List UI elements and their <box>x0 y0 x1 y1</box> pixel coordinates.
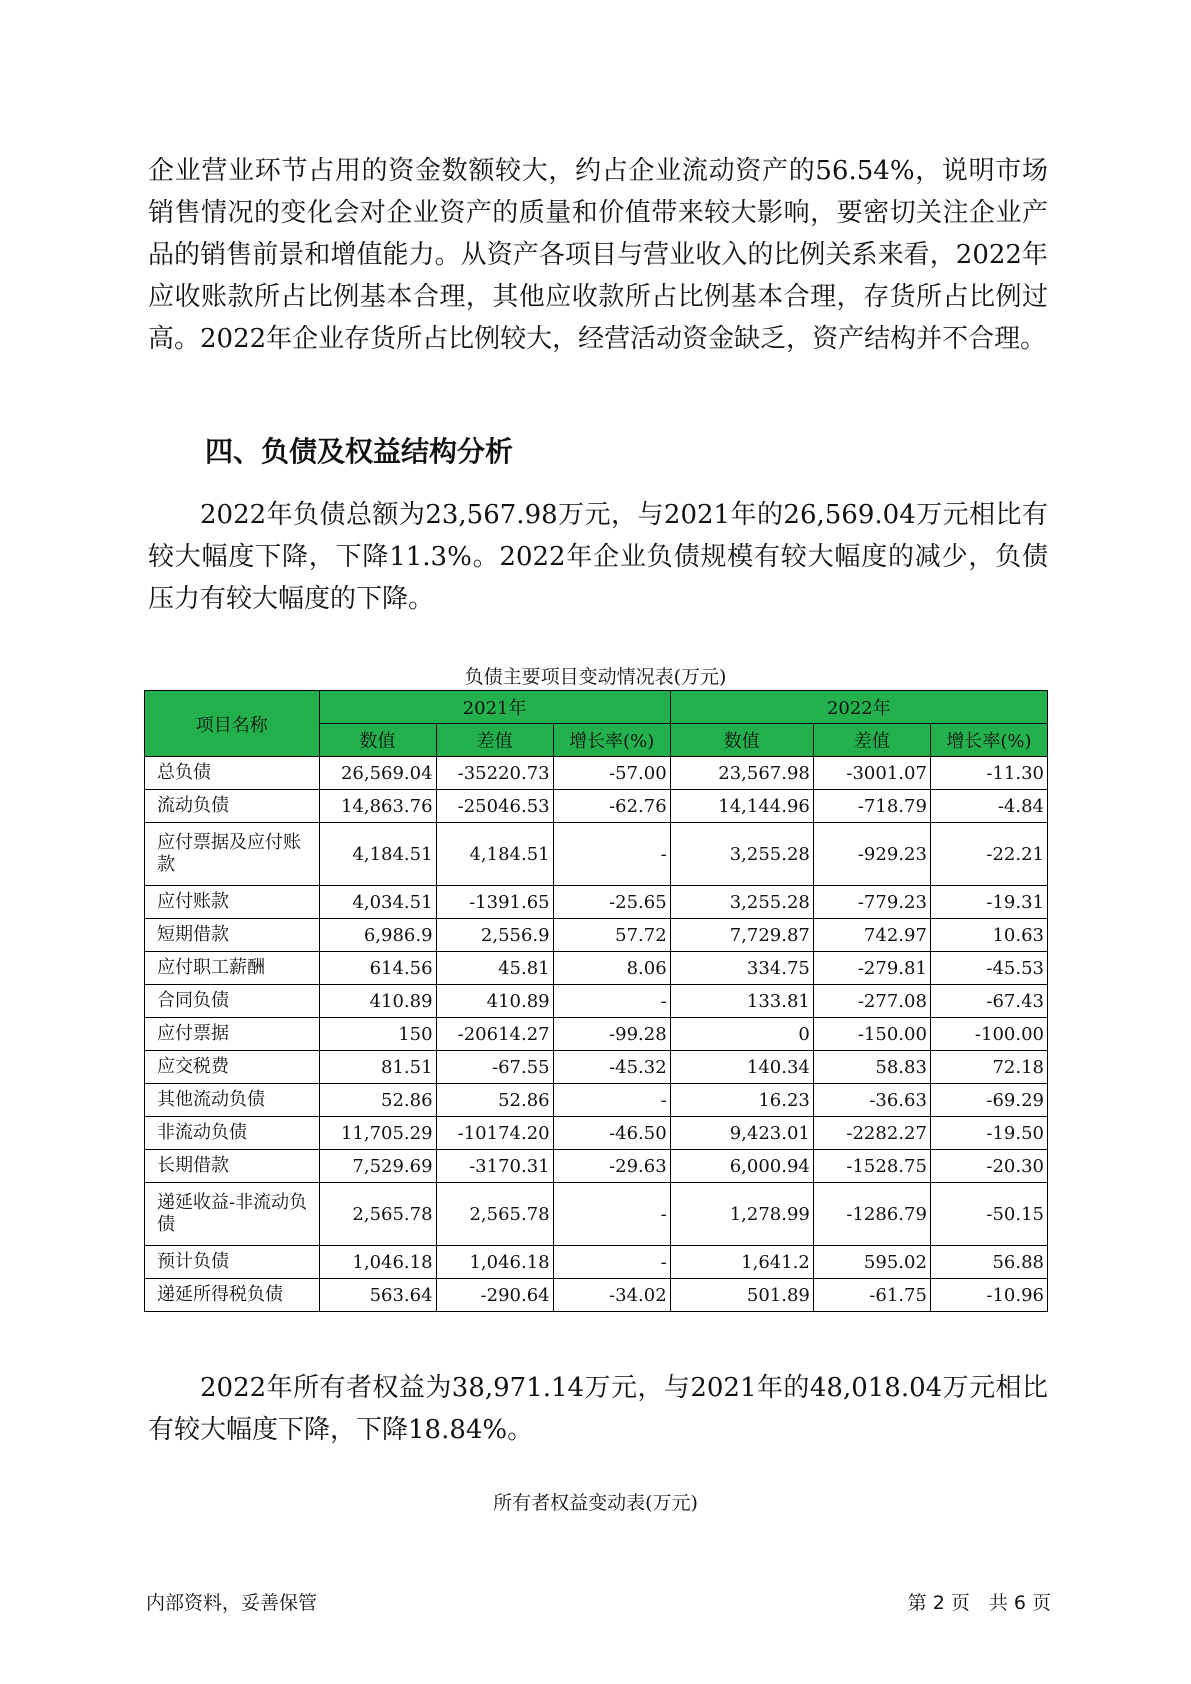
table-cell: -10.96 <box>930 1279 1047 1312</box>
table-cell: 57.72 <box>553 919 670 952</box>
table-cell: 614.56 <box>319 952 436 985</box>
table-cell: -19.31 <box>930 886 1047 919</box>
table-cell: 81.51 <box>319 1051 436 1084</box>
table-cell: -61.75 <box>813 1279 930 1312</box>
table-row <box>145 985 1048 1018</box>
row-label: 应付票据 <box>145 1018 320 1051</box>
table-body <box>145 757 1048 1312</box>
table-cell: 11,705.29 <box>319 1117 436 1150</box>
row-label: 短期借款 <box>145 919 320 952</box>
row-label: 预计负债 <box>145 1246 320 1279</box>
table-cell: -20614.27 <box>436 1018 553 1051</box>
paragraph-liability-summary: 2022年负债总额为23,567.98万元，与2021年的26,569.04万元相比有较大幅度下降，下降11.3%。2022年企业负债规模有较大幅度的减少，负债压力有较大幅度的下降。 <box>148 500 1048 614</box>
liabilities-table <box>144 690 1048 1312</box>
table-row <box>145 1051 1048 1084</box>
table-row <box>145 1183 1048 1246</box>
table-cell: -45.32 <box>553 1051 670 1084</box>
table-cell: -1391.65 <box>436 886 553 919</box>
table-cell: -69.29 <box>930 1084 1047 1117</box>
table-cell: 133.81 <box>670 985 813 1018</box>
table-cell: -3170.31 <box>436 1150 553 1183</box>
table-cell: -10174.20 <box>436 1117 553 1150</box>
table-cell: 10.63 <box>930 919 1047 952</box>
table-row <box>145 1150 1048 1183</box>
row-label: 应付职工薪酬 <box>145 952 320 985</box>
table-cell: -36.63 <box>813 1084 930 1117</box>
table-cell: 56.88 <box>930 1246 1047 1279</box>
table-cell: 334.75 <box>670 952 813 985</box>
table-cell: -46.50 <box>553 1117 670 1150</box>
table-caption-equity: 所有者权益变动表(万元) <box>493 1492 698 1514</box>
table-cell: -11.30 <box>930 757 1047 790</box>
paragraph-equity-summary: 2022年所有者权益为38,971.14万元，与2021年的48,018.04万元相比有较大幅度下降，下降18.84%。 <box>148 1373 1048 1445</box>
table-cell: -100.00 <box>930 1018 1047 1051</box>
row-label: 长期借款 <box>145 1150 320 1183</box>
table-cell: 1,278.99 <box>670 1183 813 1246</box>
table-row <box>145 823 1048 886</box>
table-cell: 1,641.2 <box>670 1246 813 1279</box>
table-cell: 23,567.98 <box>670 757 813 790</box>
table-cell: -67.55 <box>436 1051 553 1084</box>
subheader-cell: 差值 <box>813 724 930 757</box>
table-cell: 3,255.28 <box>670 886 813 919</box>
table-cell: 2,565.78 <box>436 1183 553 1246</box>
table-cell: -2282.27 <box>813 1117 930 1150</box>
table-cell: 140.34 <box>670 1051 813 1084</box>
table-cell: 410.89 <box>436 985 553 1018</box>
table-cell: - <box>553 985 670 1018</box>
row-label: 合同负债 <box>145 985 320 1018</box>
table-cell: 14,144.96 <box>670 790 813 823</box>
table-cell: 4,184.51 <box>436 823 553 886</box>
table-cell: -25.65 <box>553 886 670 919</box>
table-cell: -279.81 <box>813 952 930 985</box>
table-cell: - <box>553 1084 670 1117</box>
table-cell: -1528.75 <box>813 1150 930 1183</box>
table-cell: -67.43 <box>930 985 1047 1018</box>
table-cell: 4,034.51 <box>319 886 436 919</box>
table-cell: 58.83 <box>813 1051 930 1084</box>
table-cell: -290.64 <box>436 1279 553 1312</box>
section-heading: 四、负债及权益结构分析 <box>205 435 514 468</box>
subheader-cell: 增长率(%) <box>553 724 670 757</box>
table-cell: -99.28 <box>553 1018 670 1051</box>
table-cell: -22.21 <box>930 823 1047 886</box>
table-cell: -1286.79 <box>813 1183 930 1246</box>
table-cell: -29.63 <box>553 1150 670 1183</box>
table-cell: 16.23 <box>670 1084 813 1117</box>
table-cell: -45.53 <box>930 952 1047 985</box>
table-row <box>145 919 1048 952</box>
table-cell: 2,565.78 <box>319 1183 436 1246</box>
row-label: 流动负债 <box>145 790 320 823</box>
header-year-2021: 2021年 <box>319 691 670 724</box>
table-cell: -929.23 <box>813 823 930 886</box>
table-cell: 2,556.9 <box>436 919 553 952</box>
row-label: 递延收益-非流动负债 <box>145 1183 320 1246</box>
table-row <box>145 1279 1048 1312</box>
subheader-cell: 差值 <box>436 724 553 757</box>
paragraph-asset-structure: 企业营业环节占用的资金数额较大，约占企业流动资产的56.54%，说明市场销售情况的变化会对企业资产的质量和价值带来较大影响，要密切关注企业产品的销售前景和增值能力。从资产各项目与营业收入的比例关系来看，2022年应收账款所占比例基本合理，其他应收款所占比例基本合理，存货所占比例过高。2022年企业存货所占比例较大，经营活动资金缺乏，资产结构并不合理。 <box>148 156 1048 354</box>
table-cell: 52.86 <box>319 1084 436 1117</box>
header-item-name: 项目名称 <box>145 691 320 757</box>
header-year-2022: 2022年 <box>670 691 1047 724</box>
table-cell: -25046.53 <box>436 790 553 823</box>
table-row <box>145 1084 1048 1117</box>
table-row <box>145 886 1048 919</box>
table-cell: -20.30 <box>930 1150 1047 1183</box>
table-cell: -62.76 <box>553 790 670 823</box>
table-cell: -57.00 <box>553 757 670 790</box>
table-cell: -150.00 <box>813 1018 930 1051</box>
table-cell: -277.08 <box>813 985 930 1018</box>
table-cell: - <box>553 1183 670 1246</box>
table-row <box>145 1018 1048 1051</box>
table-cell: 3,255.28 <box>670 823 813 886</box>
table-cell: 595.02 <box>813 1246 930 1279</box>
table-cell: -718.79 <box>813 790 930 823</box>
table-row <box>145 1117 1048 1150</box>
subheader-cell: 数值 <box>319 724 436 757</box>
table-cell: 72.18 <box>930 1051 1047 1084</box>
table-cell: 742.97 <box>813 919 930 952</box>
footer-page-number: 第 2 页 共 6 页 <box>907 1592 1051 1614</box>
table-caption-liabilities: 负债主要项目变动情况表(万元) <box>464 666 727 688</box>
table-row <box>145 1246 1048 1279</box>
table-cell: 1,046.18 <box>319 1246 436 1279</box>
table-cell: -3001.07 <box>813 757 930 790</box>
table-cell: 0 <box>670 1018 813 1051</box>
table-cell: -50.15 <box>930 1183 1047 1246</box>
table-cell: 6,986.9 <box>319 919 436 952</box>
table-cell: 501.89 <box>670 1279 813 1312</box>
table-row <box>145 790 1048 823</box>
footer-confidential-note: 内部资料，妥善保管 <box>146 1592 318 1614</box>
table-cell: 14,863.76 <box>319 790 436 823</box>
table-cell: 8.06 <box>553 952 670 985</box>
table-row <box>145 952 1048 985</box>
table-cell: 52.86 <box>436 1084 553 1117</box>
table-cell: 7,729.87 <box>670 919 813 952</box>
table-cell: -19.50 <box>930 1117 1047 1150</box>
table-cell: - <box>553 823 670 886</box>
row-label: 应交税费 <box>145 1051 320 1084</box>
table-cell: 150 <box>319 1018 436 1051</box>
table-cell: 6,000.94 <box>670 1150 813 1183</box>
table-cell: 410.89 <box>319 985 436 1018</box>
table-cell: 45.81 <box>436 952 553 985</box>
subheader-cell: 数值 <box>670 724 813 757</box>
row-label: 递延所得税负债 <box>145 1279 320 1312</box>
table-cell: -34.02 <box>553 1279 670 1312</box>
table-cell: 4,184.51 <box>319 823 436 886</box>
table-cell: 563.64 <box>319 1279 436 1312</box>
row-label: 非流动负债 <box>145 1117 320 1150</box>
table-cell: 26,569.04 <box>319 757 436 790</box>
row-label: 其他流动负债 <box>145 1084 320 1117</box>
subheader-cell: 增长率(%) <box>930 724 1047 757</box>
row-label: 应付账款 <box>145 886 320 919</box>
table-cell: 1,046.18 <box>436 1246 553 1279</box>
row-label: 应付票据及应付账款 <box>145 823 320 886</box>
row-label: 总负债 <box>145 757 320 790</box>
table-cell: - <box>553 1246 670 1279</box>
table-cell: 7,529.69 <box>319 1150 436 1183</box>
table-cell: -35220.73 <box>436 757 553 790</box>
table-cell: -4.84 <box>930 790 1047 823</box>
table-cell: 9,423.01 <box>670 1117 813 1150</box>
table-row <box>145 757 1048 790</box>
table-cell: -779.23 <box>813 886 930 919</box>
